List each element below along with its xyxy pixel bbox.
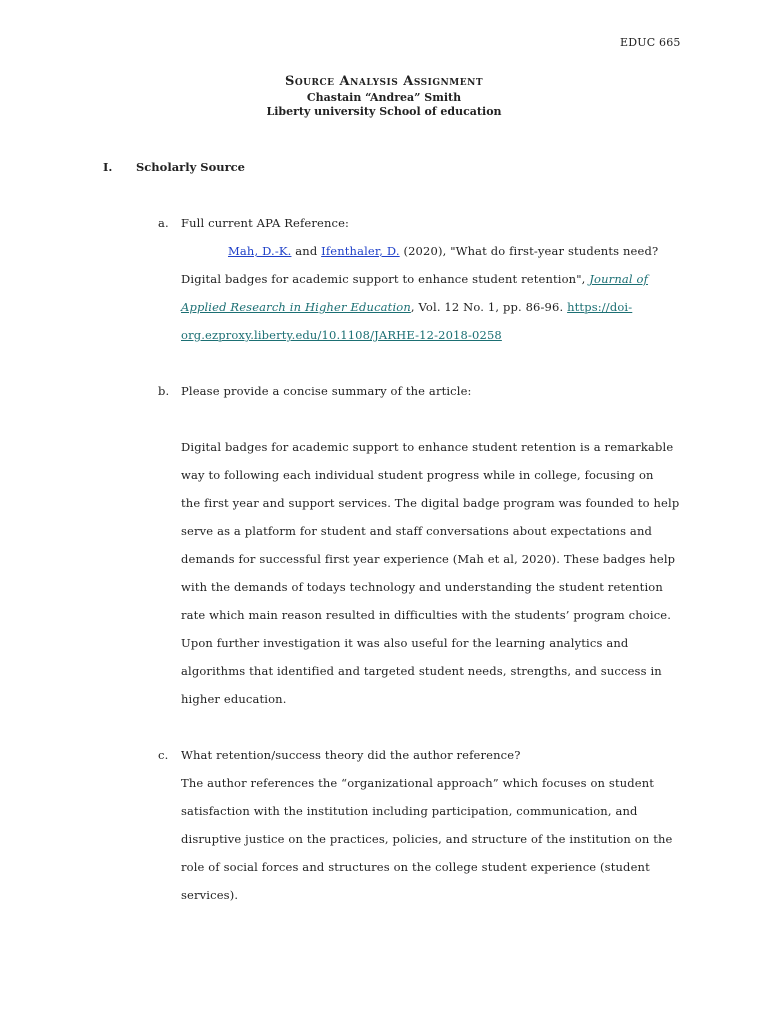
author-name: Chastain “Andrea” Smith bbox=[306, 91, 462, 104]
doi-link-2[interactable]: org.ezproxy.liberty.edu/10.1108/JARHE-12-2018-0258 bbox=[181, 328, 502, 342]
author-1-link[interactable]: Mah, D.-K. bbox=[228, 244, 292, 258]
summary-line: serve as a platform for student and staff conversations about expectations and bbox=[181, 524, 653, 538]
theory-line: role of social forces and structures on the college student experience (student bbox=[181, 860, 650, 874]
reference-line-1 bbox=[228, 244, 658, 258]
item-a-marker: a. bbox=[158, 216, 169, 230]
course-code: EDUC 665 bbox=[620, 36, 681, 49]
author-2-link[interactable]: Ifenthaler, D. bbox=[321, 244, 400, 258]
reference-line-3 bbox=[181, 300, 632, 314]
item-a-prompt: Full current APA Reference: bbox=[181, 216, 350, 230]
summary-line: demands for successful first year experience (Mah et al, 2020). These badges help bbox=[181, 552, 676, 566]
journal-link-2[interactable]: Applied Research in Higher Education bbox=[181, 300, 411, 314]
summary-line: rate which main reason resulted in difficulties with the students’ program choice. bbox=[181, 608, 672, 622]
journal-link-1[interactable]: Journal of bbox=[589, 272, 649, 286]
reference-title: Digital badges for academic support to enhance student retention", bbox=[181, 272, 590, 286]
section-numeral: I. bbox=[103, 160, 113, 174]
theory-line: satisfaction with the institution including participation, communication, and bbox=[181, 804, 638, 818]
reference-volume: , Vol. 12 No. 1, pp. 86-96. bbox=[410, 300, 568, 314]
summary-line: way to following each individual student progress while in college, focusing on bbox=[181, 468, 654, 482]
summary-line: algorithms that identified and targeted student needs, strengths, and success in bbox=[181, 664, 662, 678]
doi-link-1[interactable]: https://doi- bbox=[567, 300, 633, 314]
section-heading: Scholarly Source bbox=[136, 160, 245, 174]
theory-line: services). bbox=[181, 888, 239, 902]
item-c-marker: c. bbox=[158, 748, 169, 762]
reference-rest-1: (2020), "What do first-year students need? bbox=[399, 244, 659, 258]
summary-line: with the demands of todays technology and understanding the student retention bbox=[181, 580, 663, 594]
summary-line: the first year and support services. The digital badge program was founded to help bbox=[181, 496, 680, 510]
institution-name: Liberty university School of education bbox=[266, 105, 502, 118]
theory-line: disruptive justice on the practices, policies, and structure of the institution on the bbox=[181, 832, 673, 846]
reference-line-2 bbox=[181, 272, 648, 286]
summary-line: Digital badges for academic support to enhance student retention is a remarkable bbox=[181, 440, 674, 454]
summary-line: Upon further investigation it was also useful for the learning analytics and bbox=[181, 636, 629, 650]
theory-line: The author references the “organizational approach” which focuses on student bbox=[181, 776, 655, 790]
item-b-prompt: Please provide a concise summary of the article: bbox=[181, 384, 472, 398]
summary-line: higher education. bbox=[181, 692, 287, 706]
reference-line-4 bbox=[181, 328, 502, 342]
and-text: and bbox=[291, 244, 322, 258]
document-title: Source Analysis Assignment bbox=[284, 74, 484, 89]
item-b-marker: b. bbox=[158, 384, 170, 398]
item-c-prompt: What retention/success theory did the author reference? bbox=[181, 748, 521, 762]
